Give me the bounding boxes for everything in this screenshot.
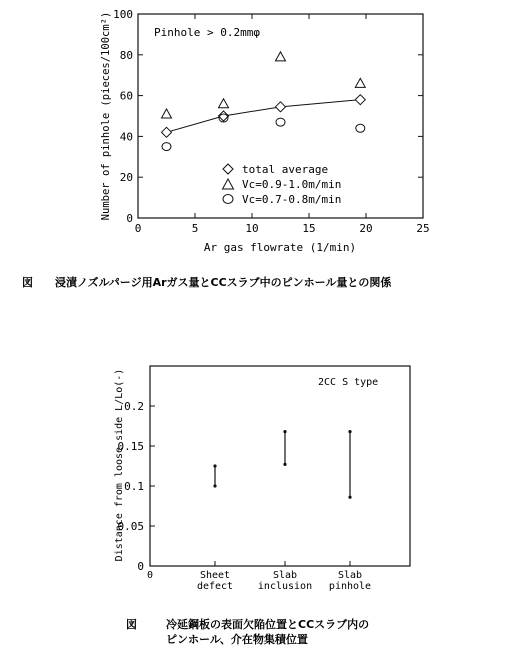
- y-tick-label: 60: [119, 89, 133, 103]
- y-tick-label: 0.05: [117, 520, 144, 533]
- pinhole-vs-ar-flow-chart: [100, 8, 430, 254]
- range-high-point: [283, 430, 286, 433]
- chart2-annotation: 2CC S type: [318, 377, 379, 388]
- chart2-x-origin-label: 0: [146, 570, 154, 581]
- x-tick-label: 0: [134, 222, 142, 235]
- legend-diamond-icon: [223, 164, 233, 174]
- chart1-series: [162, 52, 366, 151]
- diamond-marker: [162, 127, 172, 137]
- figure1-caption-label: 図: [22, 276, 33, 289]
- y-tick-label: 0: [126, 212, 133, 225]
- figure2-caption-line1: 冷延鋼板の表面欠陥位置とCCスラブ内の: [166, 618, 370, 631]
- range-low-point: [283, 463, 286, 466]
- chart2-plot-frame: [150, 366, 410, 566]
- diamond-marker: [276, 102, 286, 112]
- circle-marker: [276, 118, 285, 126]
- chart1-x-axis-label: Ar gas flowrate (1/min): [203, 241, 357, 254]
- range-low-point: [213, 484, 216, 487]
- legend-circle-icon: [223, 195, 233, 204]
- legend-label-total-average: total average: [242, 163, 329, 176]
- circle-marker: [356, 124, 365, 132]
- chart1-annotation: Pinhole > 0.2mmφ: [154, 26, 260, 39]
- y-tick-label: 40: [119, 130, 133, 144]
- legend-label-vc-low: Vc=0.7-0.8m/min: [242, 193, 342, 206]
- x-category-label: pinhole: [328, 581, 372, 592]
- triangle-marker: [355, 78, 365, 87]
- y-tick-label: 20: [119, 171, 133, 185]
- figure1-caption: 浸漬ノズルパージ用Arガス量とCCスラブ中のピンホール量との関係: [55, 276, 392, 289]
- x-tick-label: 20: [359, 222, 373, 235]
- x-category-label: inclusion: [257, 581, 313, 592]
- legend-label-vc-high: Vc=0.9-1.0m/min: [242, 178, 342, 191]
- legend-triangle-icon: [223, 179, 234, 189]
- x-category-label: Slab: [272, 570, 298, 581]
- chart2-ranges: [213, 430, 351, 499]
- chart1-legend: [223, 163, 342, 206]
- x-category-label: Slab: [337, 570, 363, 581]
- figure2-caption-line2: ピンホール、介在物集積位置: [166, 633, 308, 646]
- y-tick-label: 0: [137, 560, 144, 573]
- circle-marker: [162, 143, 171, 151]
- x-tick-label: 10: [245, 222, 259, 235]
- range-high-point: [213, 464, 216, 467]
- range-low-point: [348, 496, 351, 499]
- figure2-caption-label: 図: [126, 618, 137, 631]
- total-average-line: [167, 100, 361, 133]
- chart1-y-axis-label: Number of pinhole (pieces/100cm²): [100, 11, 112, 221]
- y-tick-label: 0.2: [124, 400, 144, 413]
- y-tick-label: 80: [119, 48, 133, 62]
- y-tick-label: 0.15: [117, 440, 144, 453]
- triangle-marker: [162, 109, 172, 118]
- x-category-label: Sheet: [199, 570, 231, 581]
- triangle-marker: [276, 52, 286, 61]
- x-category-label: defect: [196, 581, 234, 592]
- y-tick-label: 100: [113, 8, 133, 21]
- defect-position-chart: [114, 366, 410, 592]
- x-tick-label: 25: [416, 222, 430, 235]
- x-tick-label: 15: [302, 222, 316, 235]
- chart2-y-axis-label: Distance from loose side L/Lo(-): [114, 368, 125, 562]
- triangle-marker: [219, 99, 229, 108]
- x-tick-label: 5: [191, 222, 199, 235]
- range-high-point: [348, 430, 351, 433]
- y-tick-label: 0.1: [124, 480, 144, 493]
- diamond-marker: [355, 95, 365, 105]
